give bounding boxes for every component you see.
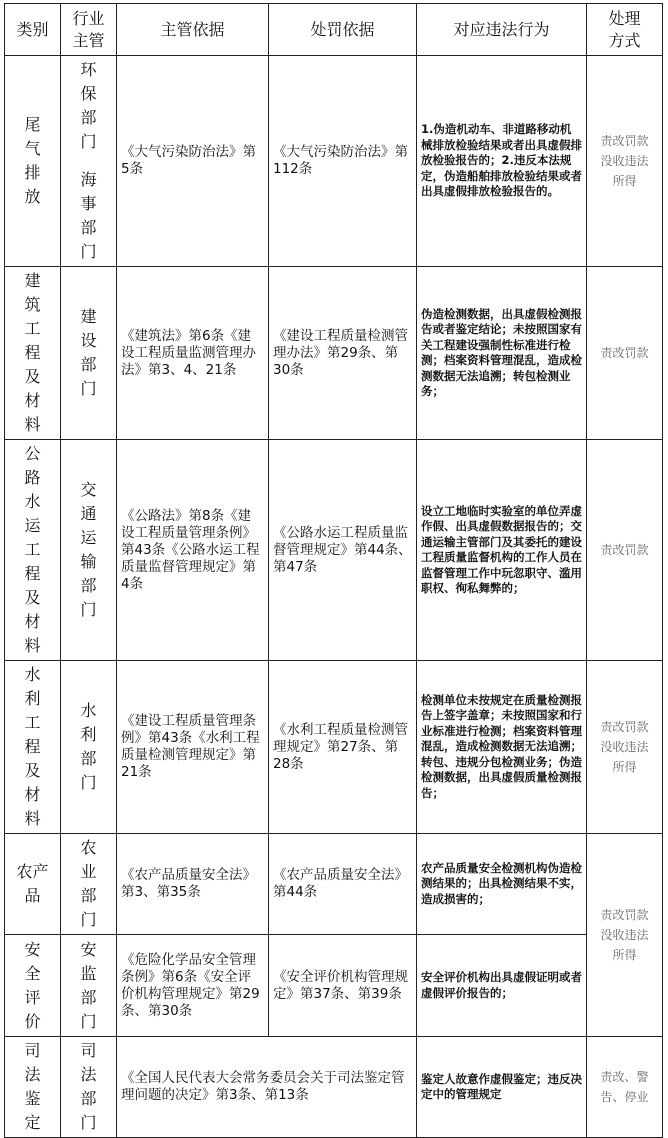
penalty-cell: 《建设工程质量检测管理办法》第29条、第30条 [269,267,417,440]
behavior-cell: 1.伪造机动车、非道路移动机械排放检验结果或者出具虚假排放检验报告的；2.违反本法规定，伪造船舶排放检验结果或者出具虚假排放检验报告的。 [417,56,587,267]
header-row [5,4,663,56]
action-cell: 责改罚款 [587,440,663,661]
table-row [5,834,663,935]
header-behaviors: 对应违法行为 [417,4,587,56]
table-row [5,935,663,1037]
department-name: 海事部门 [80,170,97,261]
department-cell: 建设部门 [61,267,117,440]
department-cell: 安监部门 [61,935,117,1037]
header-action: 处理方式 [587,4,663,56]
behavior-cell: 设立工地临时实验室的单位弄虚作假、出具虚假数据报告的；交通运输主管部门及其委托的建设工程质量监督机构的工作人员在监督管理工作中玩忽职守、滥用职权、徇私舞弊的； [417,440,587,661]
basis-cell: 《建设工程质量管理条例》第43条《水利工程质量检测管理规定》第21条 [117,661,269,834]
department-cell: 水利部门 [61,661,117,834]
basis-cell: 《危险化学品安全管理条例》第6条《安全评价机构管理规定》第29条、第30条 [117,935,269,1037]
category-cell: 尾气排放 [5,56,61,267]
behavior-cell: 检测单位未按规定在质量检测报告上签字盖章；未按照国家和行业标准进行检测；档案资料管理混乱，造成检测数据无法追溯；转包、违规分包检测业务；伪造检测数据，出具虚假质量检测报告； [417,661,587,834]
penalty-cell: 《水利工程质量检测管理规定》第27条、第28条 [269,661,417,834]
basis-cell: 《全国人民代表大会常务委员会关于司法鉴定管理问题的决定》第3条、第13条 [117,1037,417,1138]
table-row [5,56,663,267]
header-penalty: 处罚依据 [269,4,417,56]
action-cell: 责改罚款没收违法所得 [587,56,663,267]
category-cell: 安全评价 [5,935,61,1037]
action-cell: 责改罚款没收违法所得 [587,661,663,834]
basis-cell: 《公路法》第8条《建设工程质量管理条例》第43条《公路水运工程质量监督管理规定》第4条 [117,440,269,661]
category-cell: 司法鉴定 [5,1037,61,1138]
table-row [5,1037,663,1138]
table-row [5,267,663,440]
department-cell [61,56,117,267]
department-cell: 司法部门 [61,1037,117,1138]
behavior-cell: 农产品质量安全检测机构伪造检测结果的；出具检测结果不实，造成损害的； [417,834,587,935]
header-basis: 主管依据 [117,4,269,56]
basis-cell: 《农产品质量安全法》第3、第35条 [117,834,269,935]
penalty-cell: 《大气污染防治法》第112条 [269,56,417,267]
penalty-cell: 《公路水运工程质量监督管理规定》第44条、第47条 [269,440,417,661]
behavior-cell: 安全评价机构出具虚假证明或者虚假评价报告的； [417,935,587,1037]
category-cell: 农产品 [5,834,61,935]
category-cell: 水利工程及材料 [5,661,61,834]
regulation-table [4,3,663,1138]
action-cell: 责改、警告、停业 [587,1037,663,1138]
basis-cell: 《大气污染防治法》第5条 [117,56,269,267]
department-cell: 交通运输部门 [61,440,117,661]
category-cell: 建筑工程及材料 [5,267,61,440]
action-cell: 责改罚款没收违法所得 [587,834,663,1037]
category-cell: 公路水运工程及材料 [5,440,61,661]
table-row [5,661,663,834]
department-cell: 农业部门 [61,834,117,935]
behavior-cell: 鉴定人故意作虚假鉴定；违反决定中的管理规定 [417,1037,587,1138]
action-cell: 责改罚款 [587,267,663,440]
table-row [5,440,663,661]
penalty-cell: 《安全评价机构管理规定》第37条、第39条 [269,935,417,1037]
department-name: 环保部门 [80,60,97,151]
behavior-cell: 伪造检测数据，出具虚假检测报告或者鉴定结论；未按照国家有关工程建设强制性标准进行检测；档案资料管理混乱，造成检测数据无法追溯；转包检测业务； [417,267,587,440]
header-department: 行业主管 [61,4,117,56]
header-category: 类别 [5,4,61,56]
penalty-cell: 《农产品质量安全法》第44条 [269,834,417,935]
basis-cell: 《建筑法》第6条《建设工程质量监测管理办法》第3、4、21条 [117,267,269,440]
